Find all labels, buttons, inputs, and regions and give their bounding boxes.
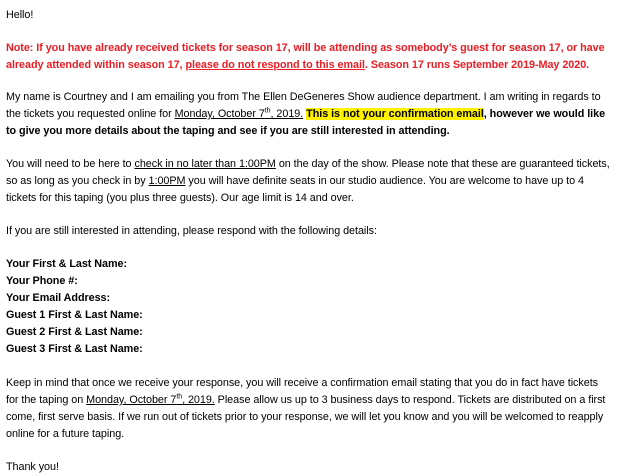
detail-guest-1-name: Guest 1 First & Last Name: [6, 309, 143, 321]
not-confirmation-highlight: This is not your confirmation email [306, 108, 484, 120]
closing-date-suffix: th [176, 393, 183, 401]
checkin-deadline-link[interactable]: check in no later than 1:00PM [134, 158, 276, 170]
intro-paragraph [6, 89, 613, 140]
checkin-text-3: you will have definite seats in our studio audience. You are welcome to have up to 4 tickets for this taping (you plus three guests). Our age limit is 14 and over. [6, 175, 584, 204]
closing-paragraph [6, 375, 613, 443]
closing-date-text: Monday, October 7 [86, 394, 177, 406]
closing-date-link[interactable] [86, 394, 215, 406]
closing-text-1: Keep in mind that once we receive your response, you will receive a confirmation email stating that you do in fact have tickets for the taping on [6, 377, 598, 406]
closing-text-2: Please allow us up to 3 business days to respond. Tickets are distributed on a first come, first serve basis. If we run out of tickets prior to your response, we will let you know and you will be welcomed to reapply online for a future taping. [6, 394, 606, 440]
detail-guest-2-name: Guest 2 First & Last Name: [6, 326, 143, 338]
taping-date-link[interactable] [175, 108, 304, 120]
closing-date-year: , 2019. [182, 394, 215, 406]
intro-bold-text: , however we would like to give you more details about the taping and see if you are still interested in attending. [6, 108, 606, 137]
intro-text: My name is Courtney and I am emailing you from The Ellen DeGeneres Show audience department. I am writing in regards to the tickets you requested online for [6, 91, 601, 120]
detail-your-name: Your First & Last Name: [6, 258, 128, 270]
detail-your-phone: Your Phone #: [6, 275, 78, 287]
checkin-paragraph [6, 156, 613, 207]
season-note-text: Note: If you have already received tickets for season 17, will be attending as somebody’s guest for season 17, or have already attended within season 17, [6, 42, 605, 71]
detail-guest-3-name: Guest 3 First & Last Name: [6, 343, 143, 355]
season-dates-text: . Season 17 runs September 2019-May 2020. [364, 59, 590, 71]
checkin-time-link[interactable]: 1:00PM [148, 175, 186, 187]
do-not-respond-link[interactable]: please do not respond to this email [185, 59, 365, 71]
season-note [6, 40, 613, 74]
checkin-text-1: You will need to be here to [6, 158, 135, 170]
taping-date-year: , 2019. [270, 108, 304, 120]
taping-date-suffix: th [264, 107, 271, 115]
interest-paragraph: If you are still interested in attending, please respond with the following details: [6, 225, 377, 237]
checkin-text-2: on the day of the show. Please note that these are guaranteed tickets, so as long as you check in by [6, 158, 610, 187]
taping-date-text: Monday, October 7 [174, 108, 265, 120]
detail-your-email: Your Email Address: [6, 292, 111, 304]
greeting: Hello! [6, 9, 34, 21]
sign-off: Thank you! [6, 461, 59, 473]
details-list [6, 256, 613, 358]
email-body [0, 7, 619, 476]
